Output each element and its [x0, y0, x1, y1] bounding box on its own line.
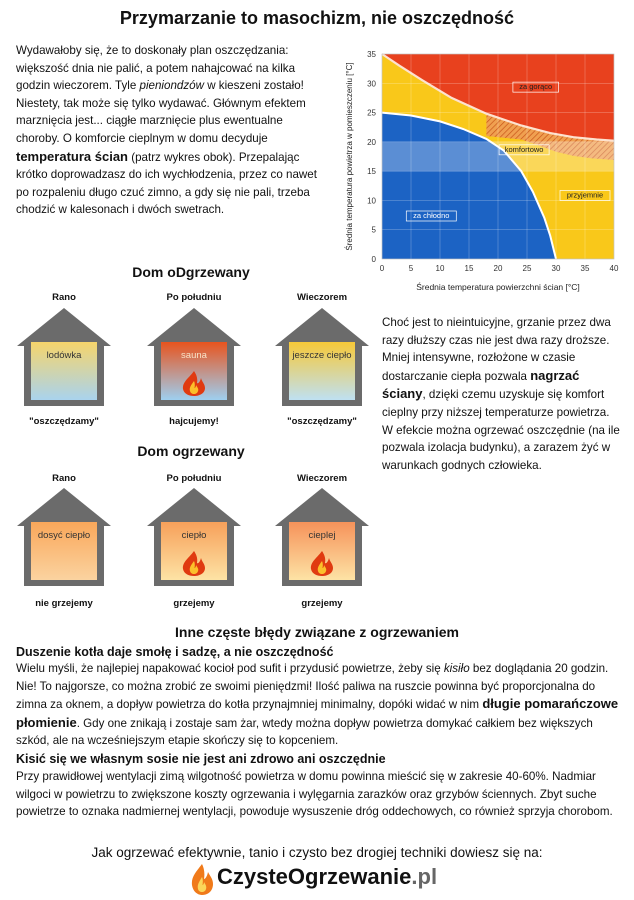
x-tick-label: 35 [580, 264, 590, 273]
page-title: Przymarzanie to masochizm, nie oszczędność [119, 8, 515, 28]
flame-icon [187, 862, 217, 896]
x-tick-label: 0 [379, 264, 385, 273]
text-run: (patrz wykres obok). Przepalając krótko doprowadzasz do ich wychłodzenia, przez co nawet po rozpaleniu długo czuć zimno, a gdy się nie pali, trzeba chodzić w kalesonach i dwóch swetrach. [16, 150, 317, 217]
flame-icon [179, 370, 209, 396]
house-interior-label: lodówka [46, 350, 82, 361]
house-caption: "oszczędzamy" [29, 416, 99, 427]
text-run: nagrzać ściany [382, 367, 580, 402]
house-time-label: Rano [52, 473, 76, 484]
flame-icon [307, 550, 337, 576]
fire-wrapper [307, 550, 337, 581]
x-tick-label: 20 [493, 264, 503, 273]
dom-odgrzewany-title: Dom oDgrzewany [132, 264, 250, 280]
chart-explanation [382, 314, 622, 474]
house-icon [144, 306, 244, 406]
y-tick-label: 5 [371, 225, 376, 235]
section1-body [16, 660, 620, 750]
text-run: , dzięki czemu uzyskuje się komfort cieplny przy niższej temperaturze powietrza. W efekcie można ogrzewać oszczędnie (na ile pozwala izolacja budynku), a zarazem żyć w warunkach godnych człowieka. [382, 388, 620, 472]
house-interior-label: jeszcze ciepło [292, 350, 352, 361]
house-interior-label: dosyć ciepło [37, 530, 91, 541]
footer-text: Jak ogrzewać efektywnie, tanio i czysto bez drogiej techniki dowiesz się na: [91, 845, 543, 860]
comfort-chart-svg [340, 48, 625, 300]
x-axis-label: Średnia temperatura powierzchni ścian [°C] [416, 282, 580, 292]
logo-text [217, 864, 437, 890]
text-run: Wydawałoby się, że to doskonały plan oszczędzania: większość dnia nie palić, a potem nahajcować na kilka godzin wieczorem. Tyle [16, 44, 296, 93]
x-tick-label: 5 [408, 264, 414, 273]
flame-icon [179, 550, 209, 576]
y-tick-label: 30 [367, 79, 376, 89]
house-caption: "oszczędzamy" [287, 416, 357, 427]
house-time-label: Wieczorem [296, 292, 348, 303]
text-run: długie pomarańczowe płomienie [16, 696, 619, 730]
y-tick-label: 15 [367, 167, 376, 177]
house-time-label: Wieczorem [296, 473, 348, 484]
region-label: komfortowo [504, 144, 544, 154]
x-tick-label: 25 [522, 264, 532, 273]
text-run: Przy prawidłowej wentylacji zimą wilgotność powietrza w domu powinna mieścić się w zakresie 40-60%. Nadmiar wilgoci w powietrzu to zwiększone koszty ogrzewania i wylęgarnia zarazków oraz grzybów ściennych. Zbyt suche powietrze to oznaka nadmiernej wentylacji, powoduje wysuszenie dróg oddechowych, co również sprzyja chorobom. [16, 770, 613, 819]
house-caption: nie grzejemy [35, 598, 93, 609]
house-caption: grzejemy [173, 598, 215, 609]
logo-main: CzysteOgrzewanie [217, 864, 412, 889]
x-tick-label: 10 [435, 264, 445, 273]
house-time-label: Rano [52, 292, 76, 303]
house-icon [272, 486, 372, 586]
fire-wrapper [179, 550, 209, 581]
y-tick-label: 20 [367, 137, 376, 147]
section1-heading: Duszenie kotła daje smołę i sadzę, a nie oszczędność [16, 645, 334, 659]
fire-wrapper [179, 370, 209, 401]
text-run: pieniondzów [139, 79, 204, 93]
y-tick-label: 25 [367, 108, 376, 118]
y-axis-label: Średnia temperatura powietrza w pomieszczeniu [°C] [345, 62, 354, 251]
dom-ogrzewany-title: Dom ogrzewany [137, 443, 245, 459]
x-tick-label: 15 [464, 264, 474, 273]
x-tick-label: 30 [551, 264, 561, 273]
text-run: bez doglądania 20 godzin. Nie! To najgorsze, co można zrobić ze swoimi pieniędzmi! Ilość paliwa na ruszcie powinna być proporcjonalna do zimna za oknem, a dopływ powietrza do kotła przynajmniej minimalny, dopóki widać w nim [16, 662, 609, 712]
x-tick-label: 40 [609, 264, 619, 273]
text-run: w kieszeni zostało! Niestety, tak może się tylko wydawać. Głównym efektem marznięcia jest... ciągłe marznięcie plus ewentualne choroby. O komforcie cieplnym w domu decyduje [16, 79, 306, 145]
text-run: Choć jest to nieintuicyjne, grzanie przez dwa razy dłuższy czas nie jest dwa razy droższe. Mniej intensywne, rozłożone w czasie dostarczanie ciepła pozwala [382, 316, 611, 383]
house-time-label: Po południu [166, 292, 222, 303]
house-interior-label: cieplej [308, 530, 336, 541]
text-run: temperatura ścian [16, 148, 128, 164]
house-icon [14, 486, 114, 586]
house-interior-label: sauna [181, 350, 207, 361]
region-label: przyjemnie [566, 190, 604, 200]
section2-heading: Kisić się we własnym sosie nie jest ani zdrowo ani oszczędnie [16, 752, 386, 766]
intro-paragraph [16, 42, 326, 219]
house-interior-label: ciepło [181, 530, 207, 541]
text-run: Wielu myśli, że najlepiej napakować kocioł pod sufit i przydusić powietrze, żeby się [16, 662, 444, 675]
house-caption: hajcujemy! [169, 416, 219, 427]
house-caption: grzejemy [301, 598, 343, 609]
y-tick-label: 10 [367, 196, 376, 206]
text-run: kisiło [443, 662, 470, 675]
region-label: za chłodno [413, 211, 450, 220]
section-title: Inne częste błędy związane z ogrzewaniem [175, 624, 459, 640]
text-run: . Gdy one znikają i zostaje sam żar, wtedy można dopływ powietrza domykać całkiem bez większych szkód, ale na wcześniejszym etapie skończy się to kopceniem. [16, 716, 593, 748]
site-logo[interactable] [187, 862, 447, 896]
section2-body [16, 768, 620, 821]
region-label: za gorąco [519, 82, 553, 92]
comfort-chart [340, 48, 625, 300]
house-icon [272, 306, 372, 406]
y-tick-label: 35 [367, 50, 376, 59]
house-time-label: Po południu [166, 473, 222, 484]
logo-tld: .pl [411, 864, 438, 889]
house-icon [14, 306, 114, 406]
y-tick-label: 0 [371, 255, 376, 264]
house-icon [144, 486, 244, 586]
